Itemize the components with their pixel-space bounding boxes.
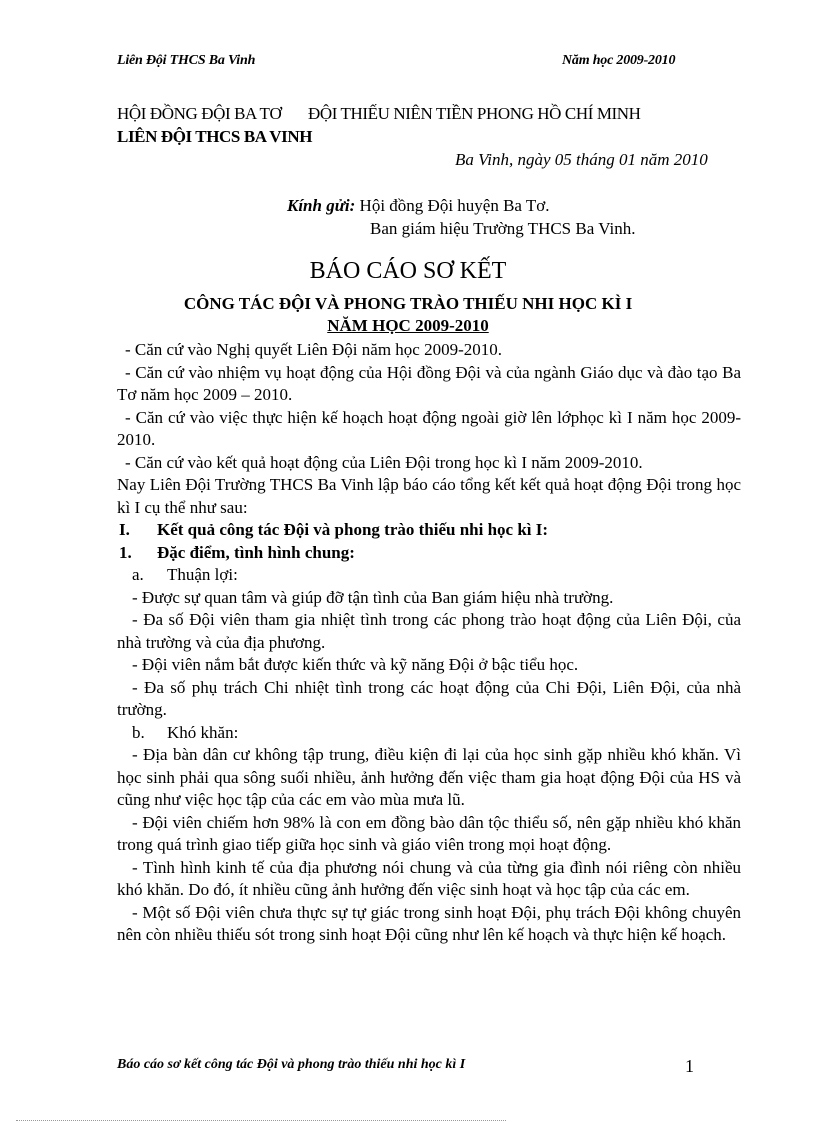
- subheading-b: [117, 722, 741, 745]
- intro-paragraph: Nay Liên Đội Trường THCS Ba Vinh lập báo cáo tổng kết kết quả hoạt động Đội trong học kì I cụ thể như sau:: [117, 475, 741, 517]
- advantage-2: - Đa số Đội viên tham gia nhiệt tình trong các phong trào hoạt động của Liên Đội, của nhà trường và của địa phương.: [117, 610, 741, 652]
- org-left-line2: LIÊN ĐỘI THCS BA VINH: [117, 127, 313, 146]
- difficulty-3: - Tình hình kinh tế của địa phương nói chung và của từng gia đình nói riêng còn nhiều khó khăn. Do đó, ít nhiều cũng ảnh hưởng đến việc sinh hoạt và học tập của các em.: [117, 857, 741, 899]
- section-number: 1.: [119, 542, 132, 562]
- difficulty-1: - Địa bàn dân cư không tập trung, điều kiện đi lại của học sinh gặp nhiều khó khăn. Vì học sinh phải qua sông suối nhiều, ảnh hưởng đến việc tham gia hoạt động Đội của HS và cũng như việc học tập của các em vào mùa mưa lũ.: [117, 745, 741, 809]
- section-number: I.: [119, 520, 130, 539]
- recipient-2: Ban giám hiệu Trường THCS Ba Vinh.: [370, 219, 636, 238]
- document-body: [117, 339, 741, 947]
- advantage-4: - Đa số phụ trách Chi nhiệt tình trong các hoạt động của Chi Đội, Liên Đội, của nhà trường.: [117, 677, 741, 719]
- org-right: ĐỘI THIẾU NIÊN TIỀN PHONG HỒ CHÍ MINH: [308, 104, 641, 123]
- advantage-1: - Được sự quan tâm và giúp đỡ tận tình của Ban giám hiệu nhà trường.: [132, 587, 614, 607]
- page-header-right: Năm học 2009-2010: [562, 53, 676, 68]
- title-year: [0, 316, 816, 336]
- difficulty-2: - Đội viên chiếm hơn 98% là con em đồng bào dân tộc thiểu số, nên gặp nhiều khó khăn trong quá trình giao tiếp giữa học sinh và giáo viên trong mọi hoạt động.: [117, 812, 741, 854]
- difficulty-4: - Một số Đội viên chưa thực sự tự giác trong sinh hoạt Đội, phụ trách Đội không chuyên nên còn nhiều thiếu sót trong sinh hoạt Đội cũng như lên kế hoạch và thực hiện kế hoạch.: [117, 902, 741, 944]
- sub-title: Thuận lợi:: [167, 565, 238, 584]
- title-main: BÁO CÁO SƠ KẾT: [309, 258, 507, 284]
- recipient-1: Hội đồng Đội huyện Ba Tơ.: [359, 196, 550, 215]
- basis-3: - Căn cứ vào việc thực hiện kế hoạch hoạt động ngoài giờ lên lớphọc kì I năm học 2009-2010.: [117, 407, 741, 449]
- basis-1: - Căn cứ vào Nghị quyết Liên Đội năm học 2009-2010.: [125, 340, 502, 359]
- section-title: Đặc điểm, tình hình chung:: [157, 542, 355, 562]
- sub-number: b.: [132, 722, 145, 742]
- section-heading-I: [117, 519, 741, 542]
- basis-4: - Căn cứ vào kết quả hoạt động của Liên Đội trong học kì I năm 2009-2010.: [125, 452, 643, 472]
- place-date: Ba Vinh, ngày 05 tháng 01 năm 2010: [455, 150, 708, 169]
- recipients-line1: [287, 196, 550, 216]
- org-left-line1: HỘI ĐỒNG ĐỘI BA TƠ: [117, 104, 282, 123]
- page-number: 1: [685, 1056, 694, 1076]
- title-year-text: NĂM HỌC 2009-2010: [327, 316, 489, 335]
- page-header-left: Liên Đội THCS Ba Vinh: [117, 53, 256, 68]
- subheading-a: [117, 564, 741, 587]
- recipients-label: Kính gửi:: [287, 196, 356, 215]
- advantage-3: - Đội viên nắm bắt được kiến thức và kỹ năng Đội ở bậc tiểu học.: [132, 655, 579, 674]
- sub-number: a.: [132, 565, 144, 584]
- sub-title: Khó khăn:: [167, 722, 239, 742]
- title-sub: [0, 294, 816, 314]
- section-title: Kết quả công tác Đội và phong trào thiếu nhi học kì I:: [157, 520, 549, 539]
- page-footer-text: Báo cáo sơ kết công tác Đội và phong trào thiếu nhi học kì I: [117, 1057, 466, 1072]
- page-boundary-divider: [16, 1120, 506, 1121]
- title-sub-text: CÔNG TÁC ĐỘI VÀ PHONG TRÀO THIẾU NHI HỌC KÌ I: [183, 294, 633, 313]
- basis-2: - Căn cứ vào nhiệm vụ hoạt động của Hội đồng Đội và của ngành Giáo dục và đào tạo Ba Tơ năm học 2009 – 2010.: [117, 362, 741, 404]
- section-heading-1: [117, 542, 741, 565]
